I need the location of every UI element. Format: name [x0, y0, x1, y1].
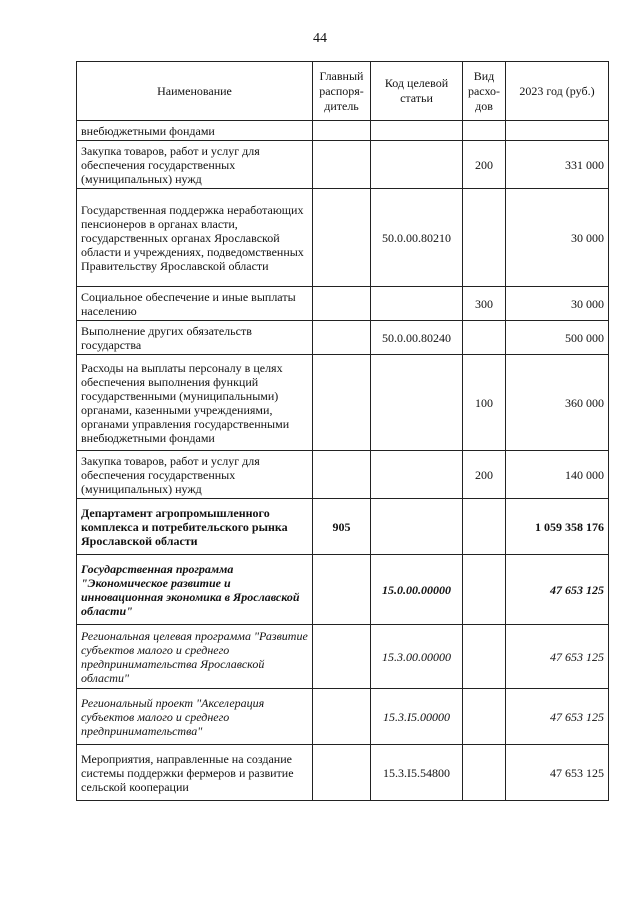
row-amount-cell: 331 000: [506, 141, 609, 189]
row-amount-cell: 360 000: [506, 355, 609, 451]
row-admin-cell: [313, 555, 371, 625]
header-amount: 2023 год (руб.): [506, 62, 609, 121]
row-code-cell: [371, 121, 463, 141]
row-name-cell: Государственная программа "Экономическое развитие и инновационная экономика в Ярославской области": [77, 555, 313, 625]
row-name-cell: Мероприятия, направленные на создание системы поддержки фермеров и развитие сельской кооперации: [77, 745, 313, 801]
table-row: [77, 321, 609, 355]
row-amount-cell: 1 059 358 176: [506, 499, 609, 555]
table-row: [77, 189, 609, 287]
row-type-cell: 300: [463, 287, 506, 321]
table-row: [77, 745, 609, 801]
table-row: [77, 625, 609, 689]
row-type-cell: [463, 745, 506, 801]
row-admin-cell: [313, 745, 371, 801]
row-amount-cell: 47 653 125: [506, 625, 609, 689]
row-name-cell: Департамент агропромышленного комплекса и потребительского рынка Ярославской области: [77, 499, 313, 555]
row-code-cell: 15.0.00.00000: [371, 555, 463, 625]
row-type-cell: 200: [463, 141, 506, 189]
row-amount-cell: 30 000: [506, 189, 609, 287]
row-amount-cell: 47 653 125: [506, 689, 609, 745]
table-row: [77, 451, 609, 499]
row-code-cell: 50.0.00.80210: [371, 189, 463, 287]
row-name-cell: внебюджетными фондами: [77, 121, 313, 141]
row-name-cell: Закупка товаров, работ и услуг для обеспечения государственных (муниципальных) нужд: [77, 451, 313, 499]
table-row: [77, 355, 609, 451]
row-code-cell: [371, 499, 463, 555]
row-admin-cell: [313, 141, 371, 189]
row-type-cell: [463, 321, 506, 355]
table-body: [77, 121, 609, 801]
table-row: [77, 499, 609, 555]
table-row: [77, 287, 609, 321]
row-type-cell: 200: [463, 451, 506, 499]
row-admin-cell: [313, 625, 371, 689]
table-row: [77, 141, 609, 189]
row-admin-cell: [313, 189, 371, 287]
table-row: [77, 555, 609, 625]
row-type-cell: [463, 121, 506, 141]
row-name-cell: Закупка товаров, работ и услуг для обеспечения государственных (муниципальных) нужд: [77, 141, 313, 189]
row-admin-cell: [313, 121, 371, 141]
row-type-cell: [463, 689, 506, 745]
row-amount-cell: [506, 121, 609, 141]
row-admin-cell: 905: [313, 499, 371, 555]
page-number: 44: [313, 31, 327, 46]
table-header-row: [77, 62, 609, 121]
header-admin: Главный распоря-дитель: [313, 62, 371, 121]
row-admin-cell: [313, 287, 371, 321]
row-name-cell: Расходы на выплаты персоналу в целях обеспечения выполнения функций государственными (муниципальными) органами, казенными учреждениями, органами управления государственными внебюджетными фондами: [77, 355, 313, 451]
row-name-cell: Социальное обеспечение и иные выплаты населению: [77, 287, 313, 321]
header-code: Код целевой статьи: [371, 62, 463, 121]
table-row: [77, 121, 609, 141]
row-type-cell: 100: [463, 355, 506, 451]
row-code-cell: 50.0.00.80240: [371, 321, 463, 355]
row-name-cell: Региональный проект "Акселерация субъектов малого и среднего предпринимательства": [77, 689, 313, 745]
row-admin-cell: [313, 689, 371, 745]
row-amount-cell: 47 653 125: [506, 555, 609, 625]
header-name: Наименование: [77, 62, 313, 121]
row-name-cell: Региональная целевая программа "Развитие субъектов малого и среднего предпринимательства Ярославской области": [77, 625, 313, 689]
row-admin-cell: [313, 321, 371, 355]
row-code-cell: 15.3.I5.54800: [371, 745, 463, 801]
row-amount-cell: 500 000: [506, 321, 609, 355]
table-row: [77, 689, 609, 745]
row-code-cell: 15.3.00.00000: [371, 625, 463, 689]
row-name-cell: Государственная поддержка неработающих пенсионеров в органах власти, государственных органах Ярославской области и учреждениях, подведомственных Правительству Ярославской области: [77, 189, 313, 287]
row-admin-cell: [313, 355, 371, 451]
row-code-cell: [371, 355, 463, 451]
header-type: Вид расхо-дов: [463, 62, 506, 121]
row-code-cell: [371, 451, 463, 499]
row-type-cell: [463, 555, 506, 625]
row-code-cell: 15.3.I5.00000: [371, 689, 463, 745]
row-type-cell: [463, 189, 506, 287]
row-admin-cell: [313, 451, 371, 499]
row-amount-cell: 140 000: [506, 451, 609, 499]
row-code-cell: [371, 141, 463, 189]
row-amount-cell: 30 000: [506, 287, 609, 321]
row-type-cell: [463, 625, 506, 689]
row-type-cell: [463, 499, 506, 555]
row-code-cell: [371, 287, 463, 321]
budget-table: [76, 61, 609, 801]
row-amount-cell: 47 653 125: [506, 745, 609, 801]
row-name-cell: Выполнение других обязательств государства: [77, 321, 313, 355]
